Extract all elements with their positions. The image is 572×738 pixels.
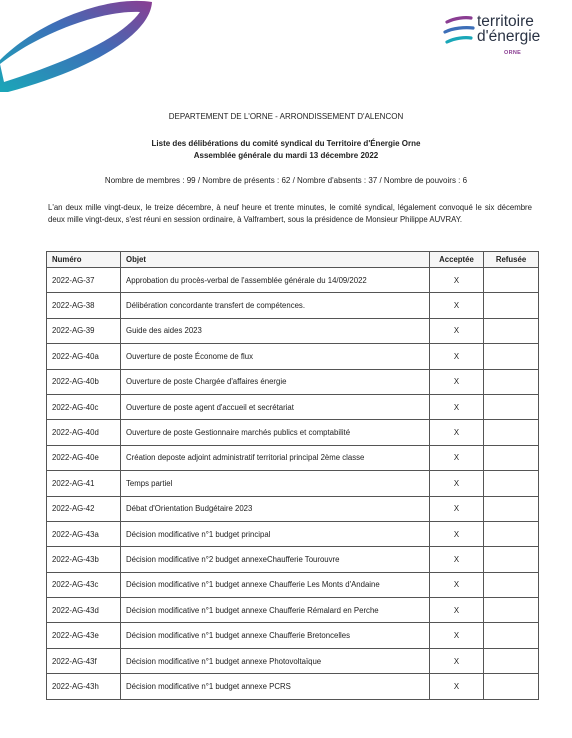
cell-objet: Délibération concordante transfert de compétences. <box>121 293 430 318</box>
table-row <box>47 674 539 699</box>
cell-acceptee: X <box>430 521 484 546</box>
cell-acceptee: X <box>430 369 484 394</box>
logo-brand-text <box>477 14 540 44</box>
cell-acceptee: X <box>430 572 484 597</box>
cell-refusee <box>484 445 539 470</box>
logo-brand-line1: territoire <box>477 13 534 30</box>
table-row <box>47 521 539 546</box>
col-header-refusee: Refusée <box>484 252 539 268</box>
cell-objet: Décision modificative n°1 budget annexe Chaufferie Rémalard en Perche <box>121 598 430 623</box>
table-header-row <box>47 252 539 268</box>
cell-numero: 2022-AG-38 <box>47 293 121 318</box>
cell-objet: Ouverture de poste agent d'accueil et secrétariat <box>121 394 430 419</box>
table-row <box>47 344 539 369</box>
cell-acceptee: X <box>430 623 484 648</box>
cell-refusee <box>484 344 539 369</box>
table-row <box>47 445 539 470</box>
cell-acceptee: X <box>430 496 484 521</box>
members-count-line: Nombre de membres : 99 / Nombre de présents : 62 / Nombre d'absents : 37 / Nombre de pouvoirs : 6 <box>104 176 468 185</box>
cell-objet: Décision modificative n°1 budget annexe Chaufferie Bretoncelles <box>121 623 430 648</box>
cell-refusee <box>484 547 539 572</box>
cell-acceptee: X <box>430 598 484 623</box>
cell-numero: 2022-AG-43b <box>47 547 121 572</box>
col-header-objet: Objet <box>121 252 430 268</box>
decorative-swoosh <box>0 0 160 95</box>
cell-numero: 2022-AG-39 <box>47 318 121 343</box>
cell-acceptee: X <box>430 344 484 369</box>
cell-refusee <box>484 496 539 521</box>
table-row <box>47 572 539 597</box>
cell-numero: 2022-AG-43f <box>47 648 121 673</box>
table-row <box>47 293 539 318</box>
table-row <box>47 598 539 623</box>
table-row <box>47 369 539 394</box>
territoire-energie-logo <box>443 12 568 58</box>
cell-acceptee: X <box>430 420 484 445</box>
table-body <box>47 268 539 700</box>
cell-objet: Approbation du procès-verbal de l'assemblée générale du 14/09/2022 <box>121 268 430 293</box>
cell-objet: Décision modificative n°1 budget principal <box>121 521 430 546</box>
intro-paragraph: L'an deux mille vingt-deux, le treize décembre, à neuf heure et trente minutes, le comité syndical, légalement convoqué le six décembre deux mille vingt-deux, s'est réuni en session ordinaire, à Valframbert, sous la présidence de Monsieur Philippe AUVRAY. <box>48 203 532 224</box>
logo-brand-line2: d'énergie <box>477 28 541 45</box>
department-heading: DEPARTEMENT DE L'ORNE - ARRONDISSEMENT D'ALENCON <box>168 112 404 121</box>
cell-objet: Décision modificative n°1 budget annexe Photovoltaïque <box>121 648 430 673</box>
document-title <box>0 138 572 162</box>
cell-objet: Ouverture de poste Chargée d'affaires énergie <box>121 369 430 394</box>
cell-numero: 2022-AG-43h <box>47 674 121 699</box>
cell-objet: Décision modificative n°1 budget annexe PCRS <box>121 674 430 699</box>
cell-refusee <box>484 598 539 623</box>
deliberations-table <box>46 251 539 700</box>
cell-refusee <box>484 521 539 546</box>
table-row <box>47 648 539 673</box>
cell-refusee <box>484 369 539 394</box>
cell-acceptee: X <box>430 471 484 496</box>
cell-acceptee: X <box>430 293 484 318</box>
cell-numero: 2022-AG-43d <box>47 598 121 623</box>
document-title-line1: Liste des délibérations du comité syndical du Territoire d'Énergie Orne <box>151 139 421 148</box>
cell-numero: 2022-AG-40d <box>47 420 121 445</box>
cell-refusee <box>484 471 539 496</box>
cell-numero: 2022-AG-37 <box>47 268 121 293</box>
document-title-line2: Assemblée générale du mardi 13 décembre 2022 <box>193 151 379 160</box>
cell-numero: 2022-AG-40a <box>47 344 121 369</box>
cell-refusee <box>484 268 539 293</box>
cell-acceptee: X <box>430 648 484 673</box>
cell-acceptee: X <box>430 445 484 470</box>
table-row <box>47 496 539 521</box>
cell-numero: 2022-AG-42 <box>47 496 121 521</box>
cell-objet: Ouverture de poste Économe de flux <box>121 344 430 369</box>
cell-objet: Décision modificative n°1 budget annexe Chaufferie Les Monts d'Andaine <box>121 572 430 597</box>
table-row <box>47 547 539 572</box>
table-row <box>47 471 539 496</box>
cell-acceptee: X <box>430 268 484 293</box>
cell-objet: Temps partiel <box>121 471 430 496</box>
cell-refusee <box>484 420 539 445</box>
table-row <box>47 420 539 445</box>
cell-objet: Décision modificative n°2 budget annexeChaufferie Tourouvre <box>121 547 430 572</box>
logo-mark-icon <box>443 12 475 52</box>
cell-objet: Création deposte adjoint administratif territorial principal 2ème classe <box>121 445 430 470</box>
table-row <box>47 268 539 293</box>
cell-numero: 2022-AG-43a <box>47 521 121 546</box>
cell-refusee <box>484 572 539 597</box>
cell-acceptee: X <box>430 394 484 419</box>
cell-acceptee: X <box>430 547 484 572</box>
table-row <box>47 318 539 343</box>
cell-refusee <box>484 674 539 699</box>
cell-numero: 2022-AG-40e <box>47 445 121 470</box>
logo-sub-text: ORNE <box>504 50 522 56</box>
cell-numero: 2022-AG-40c <box>47 394 121 419</box>
cell-acceptee: X <box>430 318 484 343</box>
cell-numero: 2022-AG-43c <box>47 572 121 597</box>
cell-refusee <box>484 648 539 673</box>
cell-objet: Guide des aides 2023 <box>121 318 430 343</box>
cell-refusee <box>484 623 539 648</box>
col-header-acceptee: Acceptée <box>430 252 484 268</box>
cell-acceptee: X <box>430 674 484 699</box>
cell-numero: 2022-AG-41 <box>47 471 121 496</box>
cell-objet: Ouverture de poste Gestionnaire marchés publics et comptabilité <box>121 420 430 445</box>
cell-refusee <box>484 293 539 318</box>
cell-refusee <box>484 318 539 343</box>
cell-objet: Débat d'Orientation Budgétaire 2023 <box>121 496 430 521</box>
table-row <box>47 394 539 419</box>
table-row <box>47 623 539 648</box>
cell-refusee <box>484 394 539 419</box>
cell-numero: 2022-AG-43e <box>47 623 121 648</box>
col-header-numero: Numéro <box>47 252 121 268</box>
cell-numero: 2022-AG-40b <box>47 369 121 394</box>
